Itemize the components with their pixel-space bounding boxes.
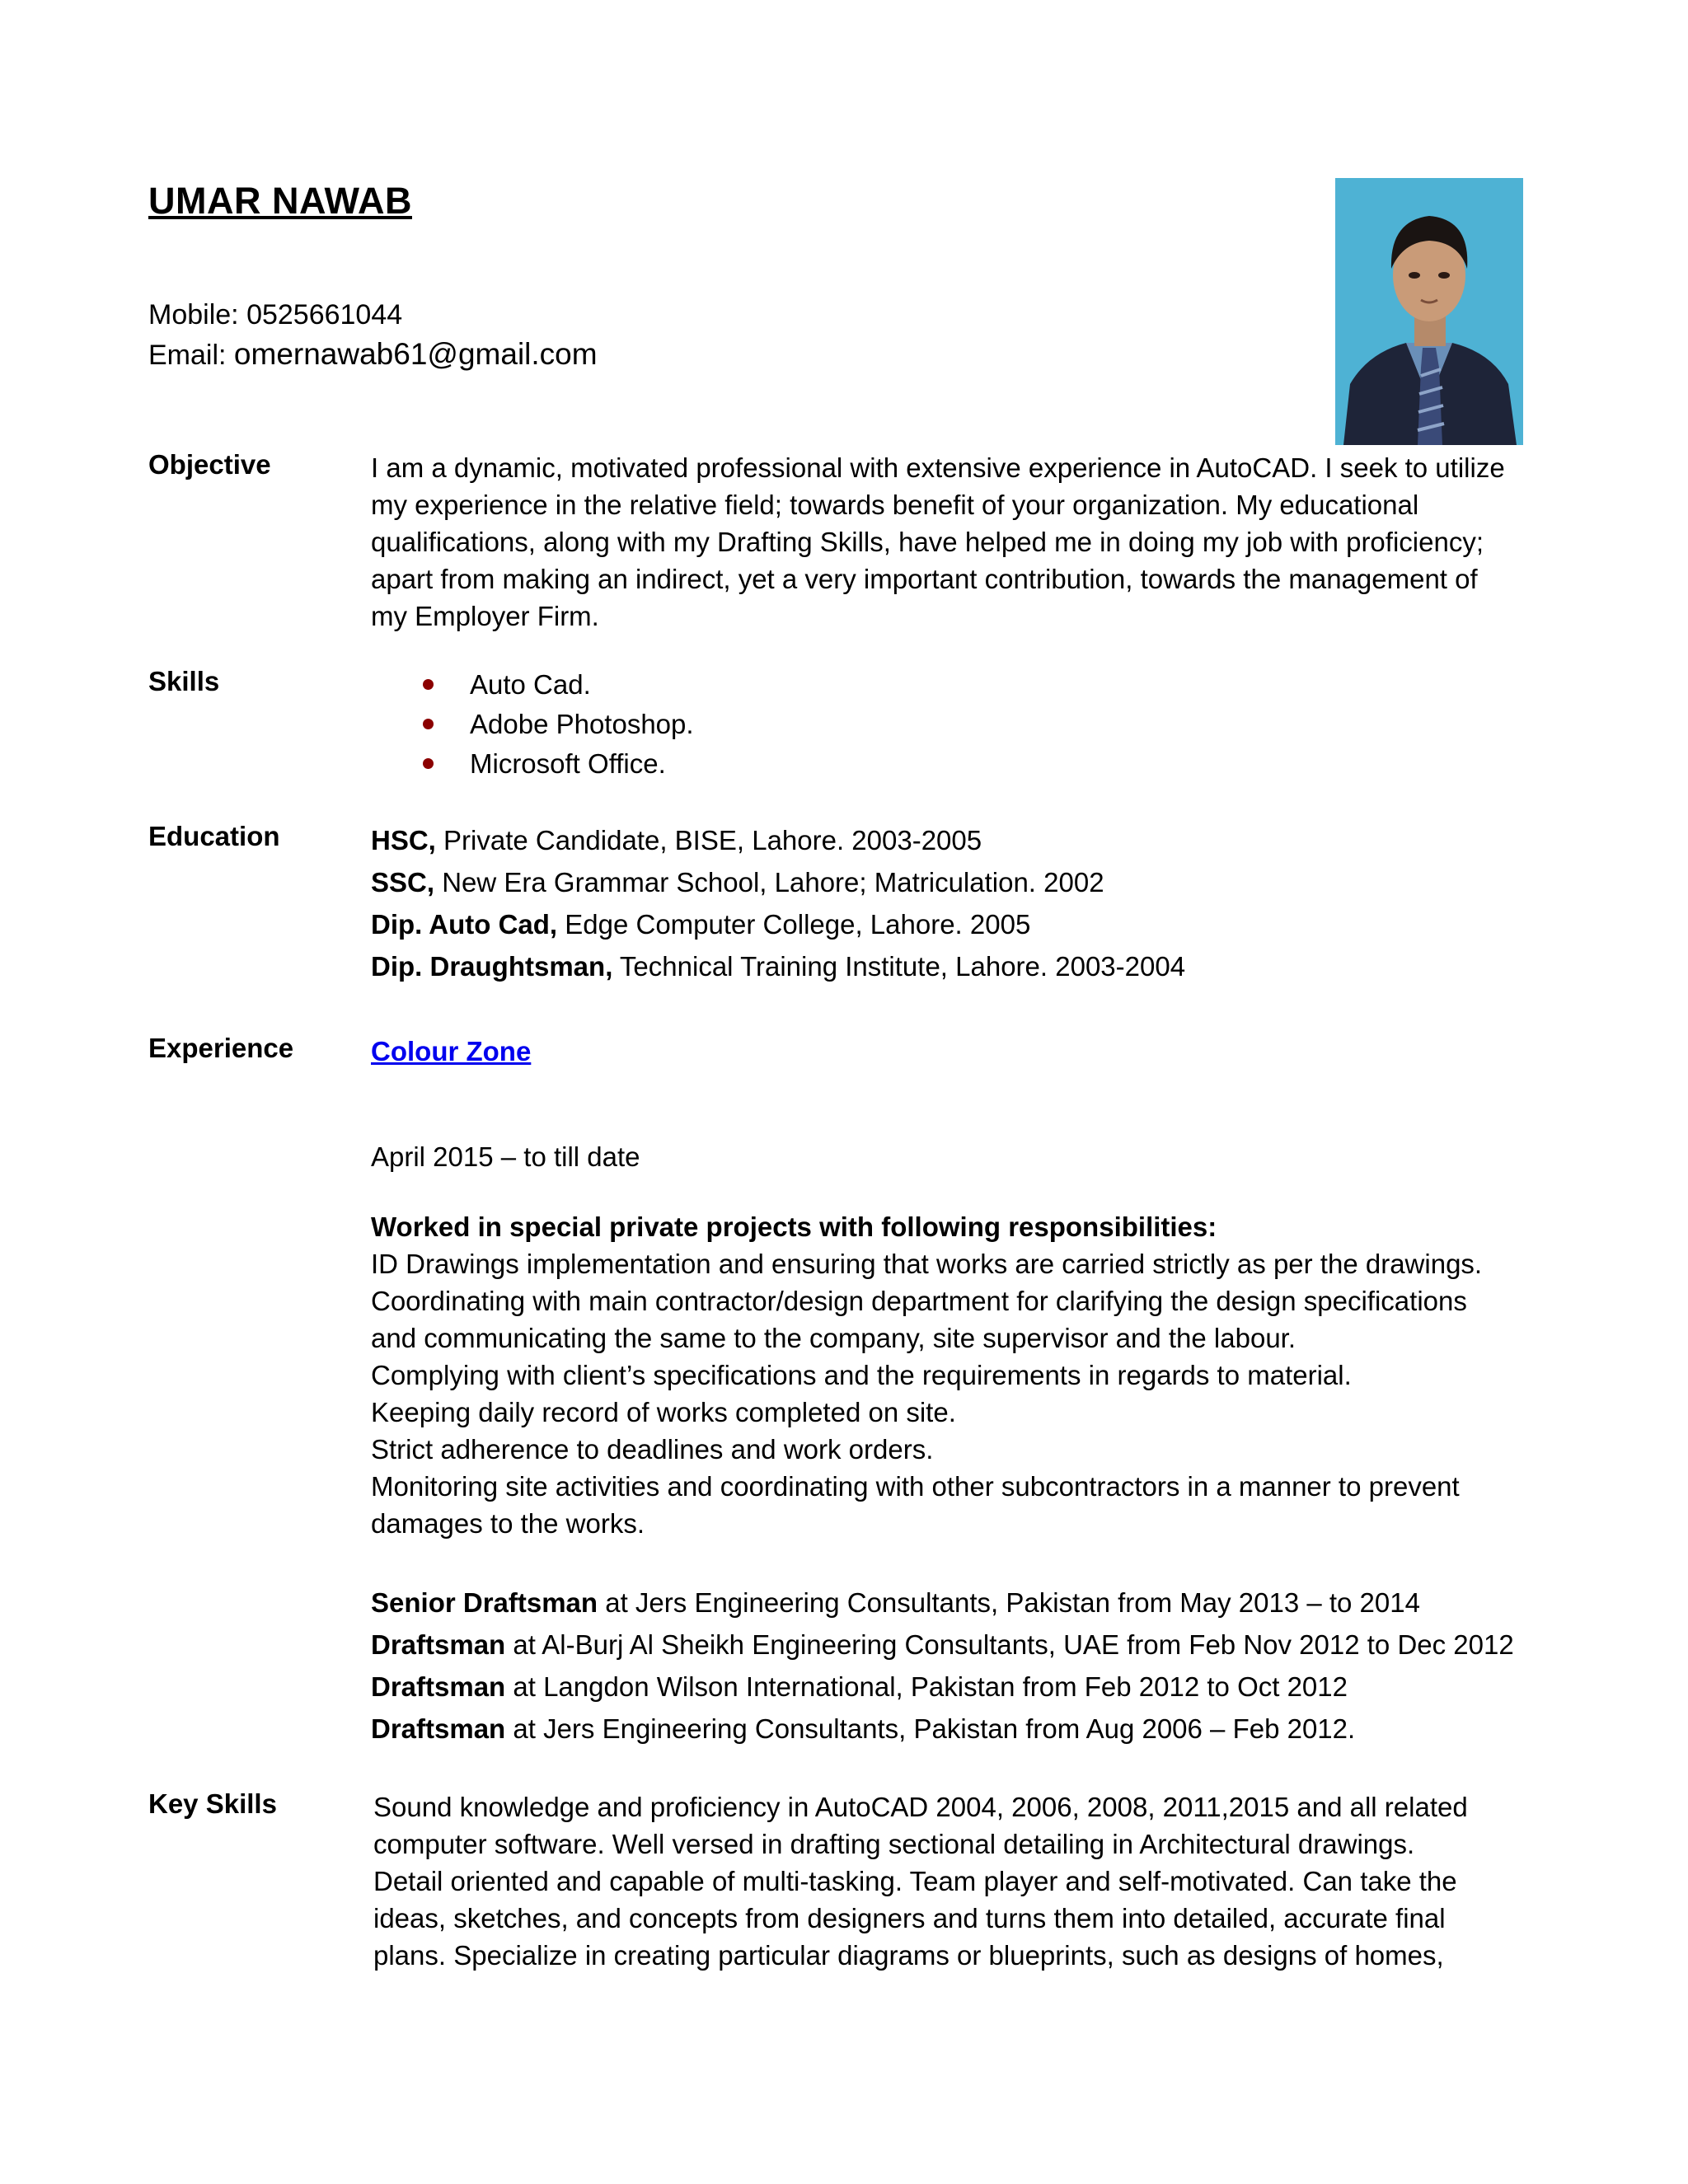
- email-address: omernawab61@gmail.com: [233, 337, 598, 371]
- position-title: Draftsman: [371, 1713, 506, 1744]
- key-skills-line: Detail oriented and capable of multi-tasking. Team player and self-motivated. Can take the: [373, 1866, 1457, 1896]
- objective-text: [371, 449, 1525, 635]
- list-item: [371, 705, 1525, 744]
- degree-title: Dip. Auto Cad,: [371, 909, 558, 940]
- degree-detail: New Era Grammar School, Lahore; Matriculation. 2002: [434, 867, 1104, 898]
- position-item: [371, 1666, 1525, 1708]
- objective-line: my experience in the relative field; towards benefit of your organization. My educational: [371, 490, 1419, 520]
- education-item: [371, 903, 1525, 945]
- bullet-icon: [423, 758, 434, 769]
- key-skills-text: [373, 1788, 1527, 1974]
- email-label: Email:: [148, 340, 234, 371]
- list-item: [371, 665, 1525, 705]
- education-label: Education: [148, 821, 280, 851]
- position-item: [371, 1708, 1525, 1750]
- mobile-label: Mobile:: [148, 299, 247, 330]
- education-item: [371, 945, 1525, 987]
- skills-label: Skills: [148, 666, 220, 696]
- employment-period: April 2015 – to till date: [371, 1141, 640, 1172]
- responsibility-line: Strict adherence to deadlines and work orders.: [371, 1434, 934, 1465]
- company-link[interactable]: Colour Zone: [371, 1036, 532, 1066]
- positions-list: [371, 1582, 1525, 1750]
- responsibility-line: ID Drawings implementation and ensuring that works are carried strictly as per the drawings.: [371, 1249, 1483, 1279]
- experience-content: [371, 1033, 1525, 1750]
- degree-title: Dip. Draughtsman,: [371, 951, 613, 982]
- education-item: [371, 819, 1525, 861]
- email-line: [148, 335, 598, 375]
- responsibility-line: Monitoring site activities and coordinating with other subcontractors in a manner to prevent: [371, 1471, 1460, 1502]
- key-skills-line: Sound knowledge and proficiency in AutoCAD 2004, 2006, 2008, 2011,2015 and all related: [373, 1792, 1468, 1822]
- responsibilities-heading: Worked in special private projects with following responsibilities:: [371, 1212, 1217, 1242]
- degree-title: HSC,: [371, 825, 436, 855]
- contact-block: [148, 295, 598, 375]
- mobile-number: 0525661044: [246, 299, 403, 330]
- position-detail: at Jers Engineering Consultants, Pakistan from May 2013 – to 2014: [598, 1587, 1420, 1618]
- responsibility-line: Complying with client’s specifications and the requirements in regards to material.: [371, 1360, 1352, 1390]
- position-title: Senior Draftsman: [371, 1587, 598, 1618]
- objective-line: qualifications, along with my Drafting Skills, have helped me in doing my job with proficiency;: [371, 527, 1484, 557]
- key-skills-line: computer software. Well versed in drafting sectional detailing in Architectural drawings.: [373, 1829, 1415, 1859]
- key-skills-label: Key Skills: [148, 1788, 277, 1819]
- skill-text: Auto Cad.: [470, 669, 591, 700]
- position-title: Draftsman: [371, 1629, 506, 1660]
- degree-detail: Technical Training Institute, Lahore. 2003-2004: [612, 951, 1186, 982]
- objective-line: my Employer Firm.: [371, 601, 599, 631]
- experience-label: Experience: [148, 1033, 294, 1063]
- position-detail: at Al-Burj Al Sheikh Engineering Consultants, UAE from Feb Nov 2012 to Dec 2012: [505, 1629, 1514, 1660]
- objective-line: I am a dynamic, motivated professional with extensive experience in AutoCAD. I seek to utilize: [371, 452, 1505, 483]
- key-skills-line: plans. Specialize in creating particular diagrams or blueprints, such as designs of homes,: [373, 1940, 1444, 1971]
- degree-title: SSC,: [371, 867, 435, 898]
- position-detail: at Jers Engineering Consultants, Pakistan from Aug 2006 – Feb 2012.: [505, 1713, 1356, 1744]
- degree-detail: Edge Computer College, Lahore. 2005: [557, 909, 1031, 940]
- position-item: [371, 1624, 1525, 1666]
- education-item: [371, 861, 1525, 903]
- degree-detail: Private Candidate, BISE, Lahore. 2003-2005: [435, 825, 982, 855]
- responsibility-line: damages to the works.: [371, 1508, 645, 1539]
- list-item: [371, 744, 1525, 784]
- responsibility-line: Keeping daily record of works completed on site.: [371, 1397, 956, 1427]
- position-detail: at Langdon Wilson International, Pakistan from Feb 2012 to Oct 2012: [505, 1671, 1348, 1702]
- skill-text: Microsoft Office.: [470, 748, 666, 779]
- responsibility-line: Coordinating with main contractor/design department for clarifying the design specifications: [371, 1286, 1467, 1316]
- profile-photo: [1335, 178, 1523, 445]
- bullet-icon: [423, 719, 434, 729]
- candidate-name: UMAR NAWAB: [148, 180, 412, 222]
- skills-content: [371, 665, 1525, 784]
- objective-line: apart from making an indirect, yet a very important contribution, towards the management of: [371, 564, 1478, 594]
- position-title: Draftsman: [371, 1671, 506, 1702]
- key-skills-line: ideas, sketches, and concepts from designers and turns them into detailed, accurate final: [373, 1903, 1446, 1933]
- position-item: [371, 1582, 1525, 1624]
- mobile-line: [148, 295, 598, 335]
- responsibility-line: and communicating the same to the company, site supervisor and the labour.: [371, 1323, 1296, 1353]
- skill-text: Adobe Photoshop.: [470, 709, 694, 739]
- skills-list: [371, 665, 1525, 784]
- bullet-icon: [423, 679, 434, 690]
- education-content: [371, 819, 1525, 987]
- portrait-image: [1335, 178, 1523, 445]
- objective-label: Objective: [148, 449, 271, 480]
